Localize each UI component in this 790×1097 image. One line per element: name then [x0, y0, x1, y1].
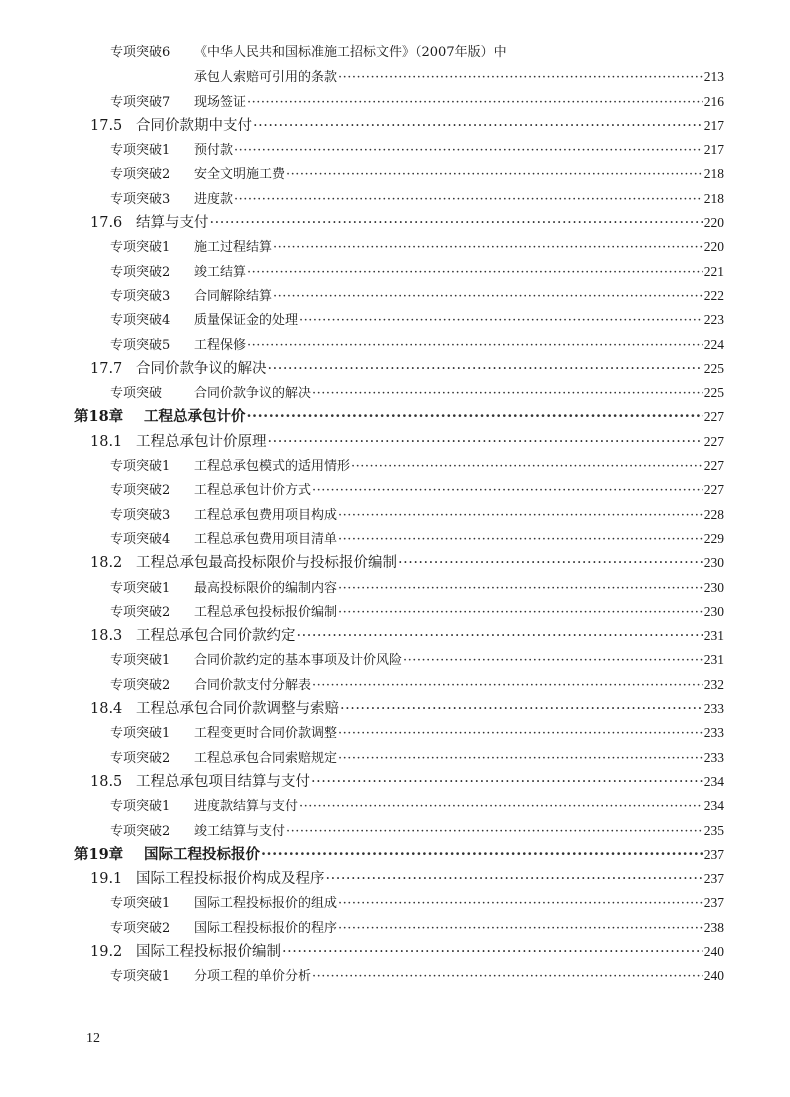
- toc-leader-dots: [247, 91, 703, 115]
- toc-leader-dots: [312, 382, 703, 406]
- toc-leader-dots: [312, 479, 703, 503]
- toc-entry-breakthrough[interactable]: [0, 235, 790, 259]
- toc-entry-number: 18.4: [90, 701, 123, 718]
- toc-entry-number: 18.3: [90, 628, 123, 645]
- toc-entry-title: 结算与支付: [136, 215, 209, 232]
- toc-entry-page: 232: [703, 676, 724, 692]
- toc-entry-breakthrough[interactable]: [0, 891, 790, 915]
- toc-entry-number: 专项突破7: [110, 94, 171, 110]
- toc-entry-title: 最高投标限价的编制内容: [194, 580, 338, 596]
- toc-entry-page: 233: [703, 725, 724, 741]
- toc-entry-chapter[interactable]: [0, 843, 790, 867]
- toc-entry-number: 19.1: [90, 871, 123, 888]
- toc-entry-title: 合同解除结算: [194, 288, 273, 304]
- toc-entry-title: 国际工程投标报价构成及程序: [136, 871, 325, 888]
- toc-entry-title: 工程变更时合同价款调整: [194, 726, 338, 742]
- toc-entry-page: 220: [703, 215, 724, 231]
- toc-entry-title: 施工过程结算: [194, 240, 273, 256]
- toc-entry-page: 217: [703, 142, 724, 158]
- toc-entry-breakthrough[interactable]: [0, 503, 790, 527]
- toc-entry-breakthrough[interactable]: [0, 478, 790, 502]
- toc-entry-title: 合同价款支付分解表: [194, 677, 312, 693]
- toc-entry-breakthrough[interactable]: [0, 964, 790, 988]
- toc-entry-number: 专项突破2: [110, 483, 171, 499]
- toc-entry-title: 预付款: [194, 143, 234, 159]
- toc-entry-title: 工程总承包项目结算与支付: [136, 773, 310, 790]
- toc-entry-title: 工程总承包模式的适用情形: [194, 459, 351, 475]
- toc-entry-number: 专项突破1: [110, 799, 171, 815]
- toc-entry-breakthrough[interactable]: [0, 527, 790, 551]
- toc-leader-dots: [268, 357, 703, 381]
- toc-entry-title: 工程总承包合同索赔规定: [194, 750, 338, 766]
- toc-leader-dots: [312, 674, 703, 698]
- toc-leader-dots: [326, 867, 703, 891]
- toc-entry-breakthrough[interactable]: [0, 576, 790, 600]
- toc-entry-page: 228: [703, 506, 724, 522]
- toc-entry-page: 218: [703, 190, 724, 206]
- toc-entry-breakthrough[interactable]: [0, 916, 790, 940]
- toc-leader-dots: [340, 697, 703, 721]
- toc-entry-number: 19.2: [90, 943, 123, 960]
- toc-entry-page: 237: [703, 895, 724, 911]
- toc-entry-number: 专项突破1: [110, 143, 171, 159]
- toc-entry-number: 专项突破1: [110, 240, 171, 256]
- toc-entry-title: 国际工程投标报价: [144, 845, 260, 863]
- toc-leader-dots: [403, 649, 703, 673]
- toc-leader-dots: [338, 747, 703, 771]
- toc-entry-section[interactable]: [0, 430, 790, 454]
- toc-entry-page: 235: [703, 822, 724, 838]
- toc-leader-dots: [338, 528, 703, 552]
- toc-entry-page: 237: [703, 871, 724, 887]
- toc-entry-title: 现场签证: [194, 94, 247, 110]
- toc-entry-title: 工程总承包最高投标限价与投标报价编制: [136, 555, 397, 572]
- toc-entry-title: 质量保证金的处理: [194, 313, 299, 329]
- toc-entry-number: 18.5: [90, 773, 123, 790]
- toc-leader-dots: [312, 965, 703, 989]
- toc-entry-section[interactable]: [0, 114, 790, 138]
- toc-entry-breakthrough[interactable]: [0, 284, 790, 308]
- toc-entry-title: 进度款结算与支付: [194, 799, 299, 815]
- toc-entry-number: 17.5: [90, 117, 123, 134]
- toc-entry-page: 227: [703, 409, 724, 425]
- toc-leader-dots: [338, 722, 703, 746]
- toc-entry-number: 专项突破2: [110, 167, 171, 183]
- toc-entry-page: 216: [703, 93, 724, 109]
- toc-entry-section[interactable]: [0, 211, 790, 235]
- toc-entry-page: 230: [703, 579, 724, 595]
- toc-entry-page: 227: [703, 433, 724, 449]
- toc-entry-title: 国际工程投标报价的组成: [194, 896, 338, 912]
- toc-leader-dots: [398, 551, 703, 575]
- toc-entry-title: 安全文明施工费: [194, 167, 286, 183]
- toc-entry-page: 230: [703, 555, 724, 571]
- toc-entry-breakthrough[interactable]: [0, 819, 790, 843]
- toc-entry-section[interactable]: [0, 357, 790, 381]
- toc-entry-page: 238: [703, 919, 724, 935]
- toc-leader-dots: [338, 577, 703, 601]
- table-of-contents: [0, 41, 790, 989]
- toc-entry-title: 竣工结算与支付: [194, 823, 286, 839]
- toc-entry-breakthrough[interactable]: [0, 721, 790, 745]
- toc-entry-breakthrough[interactable]: [0, 90, 790, 114]
- toc-entry-page: 225: [703, 385, 724, 401]
- toc-entry-number: 专项突破2: [110, 604, 171, 620]
- toc-entry-breakthrough[interactable]: [0, 746, 790, 770]
- toc-entry-title: 工程总承包费用项目构成: [194, 507, 338, 523]
- toc-entry-title: 承包人索赔可引用的条款: [194, 70, 338, 86]
- toc-entry-page: 240: [703, 968, 724, 984]
- toc-entry-number: 专项突破1: [110, 653, 171, 669]
- toc-entry-page: 213: [703, 69, 724, 85]
- toc-leader-dots: [268, 430, 703, 454]
- toc-entry-number: 专项突破1: [110, 896, 171, 912]
- toc-entry-number: 17.7: [90, 360, 123, 377]
- toc-entry-breakthrough[interactable]: [0, 308, 790, 332]
- toc-leader-dots: [273, 285, 703, 309]
- toc-entry-page: 217: [703, 117, 724, 133]
- toc-entry-page: 225: [703, 360, 724, 376]
- toc-entry-title: 合同价款争议的解决: [194, 386, 312, 402]
- toc-leader-dots: [299, 309, 703, 333]
- toc-entry-page: 218: [703, 166, 724, 182]
- toc-entry-breakthrough[interactable]: [0, 673, 790, 697]
- toc-entry-number: 第18章: [74, 408, 124, 426]
- toc-entry-section[interactable]: [0, 551, 790, 575]
- toc-leader-dots: [282, 940, 703, 964]
- toc-entry-title: 工程总承包计价方式: [194, 483, 312, 499]
- toc-entry-page: 222: [703, 287, 724, 303]
- toc-entry-number: 第19章: [74, 845, 124, 863]
- toc-leader-dots: [247, 334, 703, 358]
- toc-leader-dots: [297, 624, 703, 648]
- toc-entry-number: 18.2: [90, 555, 123, 572]
- toc-entry-breakthrough[interactable]: [0, 187, 790, 211]
- toc-entry-number: 专项突破1: [110, 459, 171, 475]
- toc-entry-number: 专项突破2: [110, 920, 171, 936]
- toc-entry-page: 229: [703, 530, 724, 546]
- toc-entry-number: 专项突破3: [110, 191, 171, 207]
- toc-entry-page: 221: [703, 263, 724, 279]
- toc-entry-page: 233: [703, 749, 724, 765]
- toc-entry-page: 234: [703, 798, 724, 814]
- toc-leader-dots: [338, 601, 703, 625]
- toc-entry-page: 220: [703, 239, 724, 255]
- toc-entry-number: 专项突破1: [110, 969, 171, 985]
- toc-leader-dots: [311, 770, 703, 794]
- toc-entry-title: 合同价款争议的解决: [136, 360, 267, 377]
- toc-entry-page: 237: [703, 846, 724, 862]
- toc-entry-title: 进度款: [194, 191, 234, 207]
- toc-entry-title: 《中华人民共和国标准施工招标文件》（2007年版）中: [194, 45, 507, 60]
- toc-entry-number: 专项突破1: [110, 726, 171, 742]
- toc-entry-title: 合同价款约定的基本事项及计价风险: [194, 653, 403, 669]
- toc-entry-section[interactable]: [0, 770, 790, 794]
- toc-entry-title: 工程总承包计价原理: [136, 433, 267, 450]
- toc-entry-title: 工程保修: [194, 337, 247, 353]
- toc-leader-dots: [338, 66, 703, 90]
- toc-leader-dots: [210, 211, 703, 235]
- toc-entry-breakthrough[interactable]: [0, 41, 790, 65]
- toc-entry-number: 专项突破2: [110, 264, 171, 280]
- page-number: 12: [86, 1031, 100, 1046]
- toc-leader-dots: [299, 795, 703, 819]
- toc-entry-number: 专项突破3: [110, 507, 171, 523]
- toc-entry-title: 工程总承包合同价款约定: [136, 628, 296, 645]
- toc-entry-breakthrough[interactable]: [0, 162, 790, 186]
- toc-entry-section[interactable]: [0, 867, 790, 891]
- toc-leader-dots: [286, 820, 703, 844]
- toc-entry-number: 专项突破: [110, 386, 163, 402]
- toc-entry-page: 227: [703, 458, 724, 474]
- toc-entry-title: 国际工程投标报价的程序: [194, 920, 338, 936]
- toc-leader-dots: [273, 236, 703, 260]
- toc-entry-breakthrough[interactable]: [0, 138, 790, 162]
- toc-entry-title: 合同价款期中支付: [136, 117, 252, 134]
- toc-entry-number: 17.6: [90, 215, 123, 232]
- toc-entry-breakthrough[interactable]: [0, 454, 790, 478]
- toc-entry-page: 233: [703, 701, 724, 717]
- toc-leader-dots: [338, 504, 703, 528]
- toc-entry-page: 230: [703, 603, 724, 619]
- toc-entry-page: 234: [703, 773, 724, 789]
- toc-entry-page: 227: [703, 482, 724, 498]
- toc-leader-dots: [234, 188, 703, 212]
- toc-leader-dots: [234, 139, 703, 163]
- toc-entry-section[interactable]: [0, 940, 790, 964]
- toc-entry-page: 223: [703, 312, 724, 328]
- toc-leader-dots: [247, 261, 703, 285]
- toc-leader-dots: [253, 114, 703, 138]
- toc-entry-number: 专项突破6: [110, 45, 171, 60]
- toc-entry-number: 专项突破4: [110, 531, 171, 547]
- toc-entry-number: 专项突破2: [110, 750, 171, 766]
- toc-entry-title: 国际工程投标报价编制: [136, 943, 281, 960]
- toc-entry-number: 专项突破2: [110, 823, 171, 839]
- toc-entry-title: 工程总承包费用项目清单: [194, 531, 338, 547]
- toc-entry-page: 240: [703, 943, 724, 959]
- toc-entry-number: 专项突破2: [110, 677, 171, 693]
- toc-entry-title: 分项工程的单价分析: [194, 969, 312, 985]
- toc-entry-page: 231: [703, 652, 724, 668]
- toc-entry-breakthrough[interactable]: [0, 794, 790, 818]
- toc-entry-title: 竣工结算: [194, 264, 247, 280]
- toc-entry-number: 18.1: [90, 433, 123, 450]
- toc-entry-section[interactable]: [0, 624, 790, 648]
- toc-entry-breakthrough[interactable]: [0, 333, 790, 357]
- toc-leader-dots: [351, 455, 703, 479]
- toc-entry-title: 工程总承包计价: [144, 408, 246, 426]
- toc-entry-number: 专项突破5: [110, 337, 171, 353]
- toc-leader-dots: [338, 892, 703, 916]
- toc-entry-title: 工程总承包投标报价编制: [194, 604, 338, 620]
- toc-entry-number: 专项突破4: [110, 313, 171, 329]
- toc-entry-section[interactable]: [0, 697, 790, 721]
- toc-entry-title: 工程总承包合同价款调整与索赔: [136, 701, 339, 718]
- toc-leader-dots: [286, 163, 703, 187]
- toc-leader-dots: [261, 843, 703, 867]
- toc-entry-number: 专项突破3: [110, 288, 171, 304]
- toc-entry-page: 224: [703, 336, 724, 352]
- toc-leader-dots: [247, 405, 703, 429]
- toc-entry-breakthrough[interactable]: [0, 260, 790, 284]
- toc-leader-dots: [338, 917, 703, 941]
- toc-entry-continuation[interactable]: [0, 65, 790, 89]
- toc-entry-breakthrough[interactable]: [0, 381, 790, 405]
- toc-entry-breakthrough[interactable]: [0, 600, 790, 624]
- toc-entry-number: 专项突破1: [110, 580, 171, 596]
- toc-entry-page: 231: [703, 628, 724, 644]
- toc-entry-chapter[interactable]: [0, 405, 790, 429]
- toc-entry-breakthrough[interactable]: [0, 648, 790, 672]
